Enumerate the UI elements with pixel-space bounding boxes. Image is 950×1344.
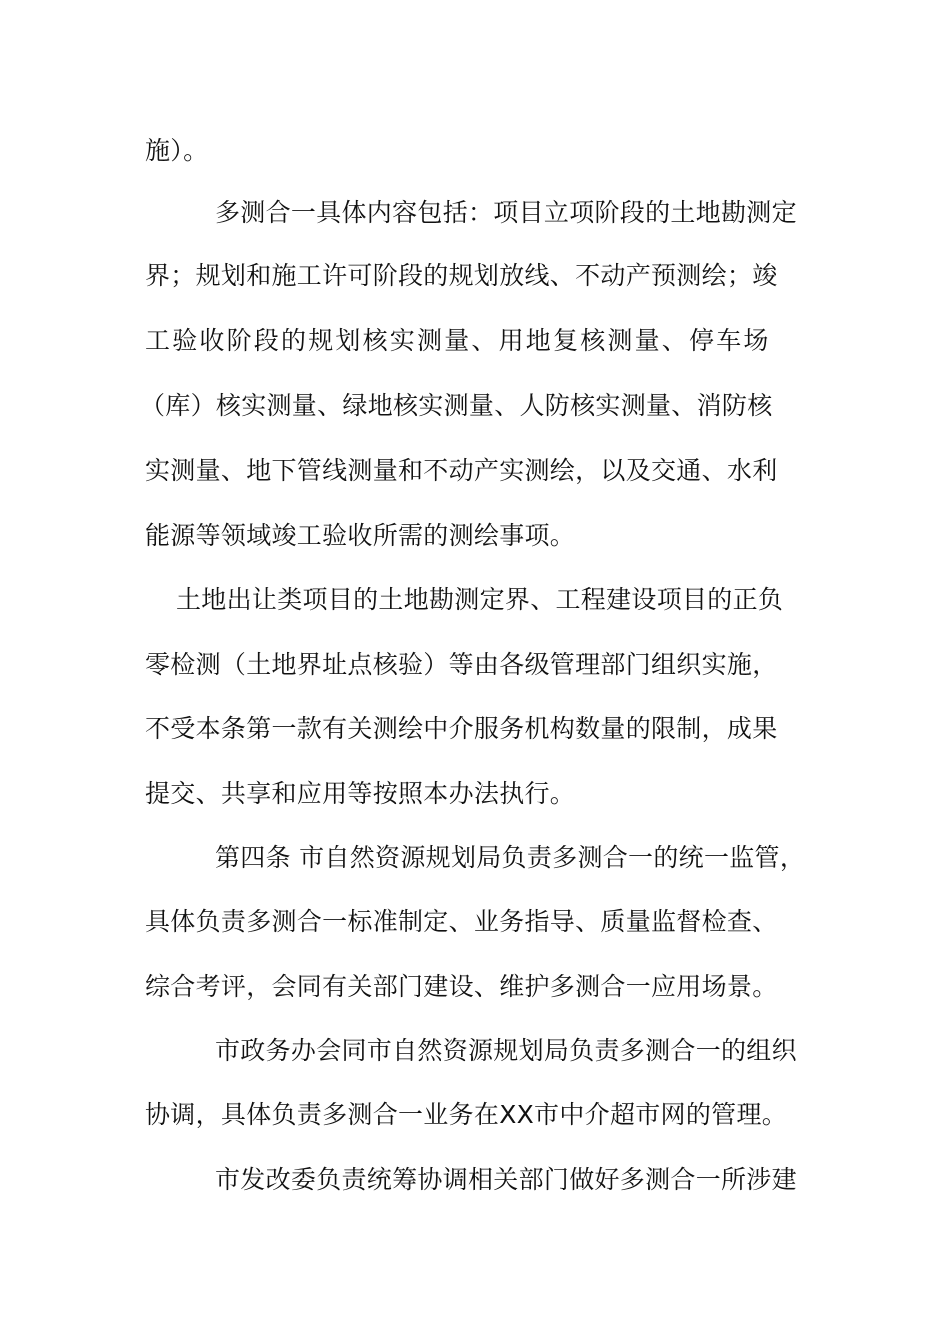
text-line: 施）。: [145, 136, 209, 165]
text-line: （库）核实测量、绿地核实测量、人防核实测量、消防核: [140, 391, 773, 420]
text-line: 能源等领域竣工验收所需的测绘事项。: [145, 521, 576, 550]
text-line: 协调，具体负责多测合一业务在XX市中介超市网的管理。: [145, 1100, 788, 1129]
text-line: 不受本条第一款有关测绘中介服务机构数量的限制，成果: [145, 714, 778, 743]
text-line: 市政务办会同市自然资源规划局负责多测合一的组织: [215, 1036, 797, 1065]
text-line: 土地出让类项目的土地勘测定界、工程建设项目的正负: [176, 585, 784, 614]
text-line: 多测合一具体内容包括：项目立项阶段的土地勘测定: [215, 198, 797, 227]
text-line: 具体负责多测合一标准制定、业务指导、质量监督检查、: [145, 907, 778, 936]
text-line: 零检测（土地界址点核验）等由各级管理部门组织实施，: [145, 650, 778, 679]
text-line: 工验收阶段的规划核实测量、用地复核测量、停车场: [145, 326, 771, 355]
text-line: 实测量、地下管线测量和不动产实测绘，以及交通、水利: [145, 456, 778, 485]
text-line: 市发改委负责统筹协调相关部门做好多测合一所涉建: [215, 1165, 797, 1194]
text-line: 界；规划和施工许可阶段的规划放线、不动产预测绘；竣: [145, 261, 778, 290]
text-line: 综合考评，会同有关部门建设、维护多测合一应用场景。: [145, 972, 778, 1001]
text-line: 第四条 市自然资源规划局负责多测合一的统一监管，: [215, 843, 806, 872]
text-line: 提交、共享和应用等按照本办法执行。: [145, 779, 576, 808]
